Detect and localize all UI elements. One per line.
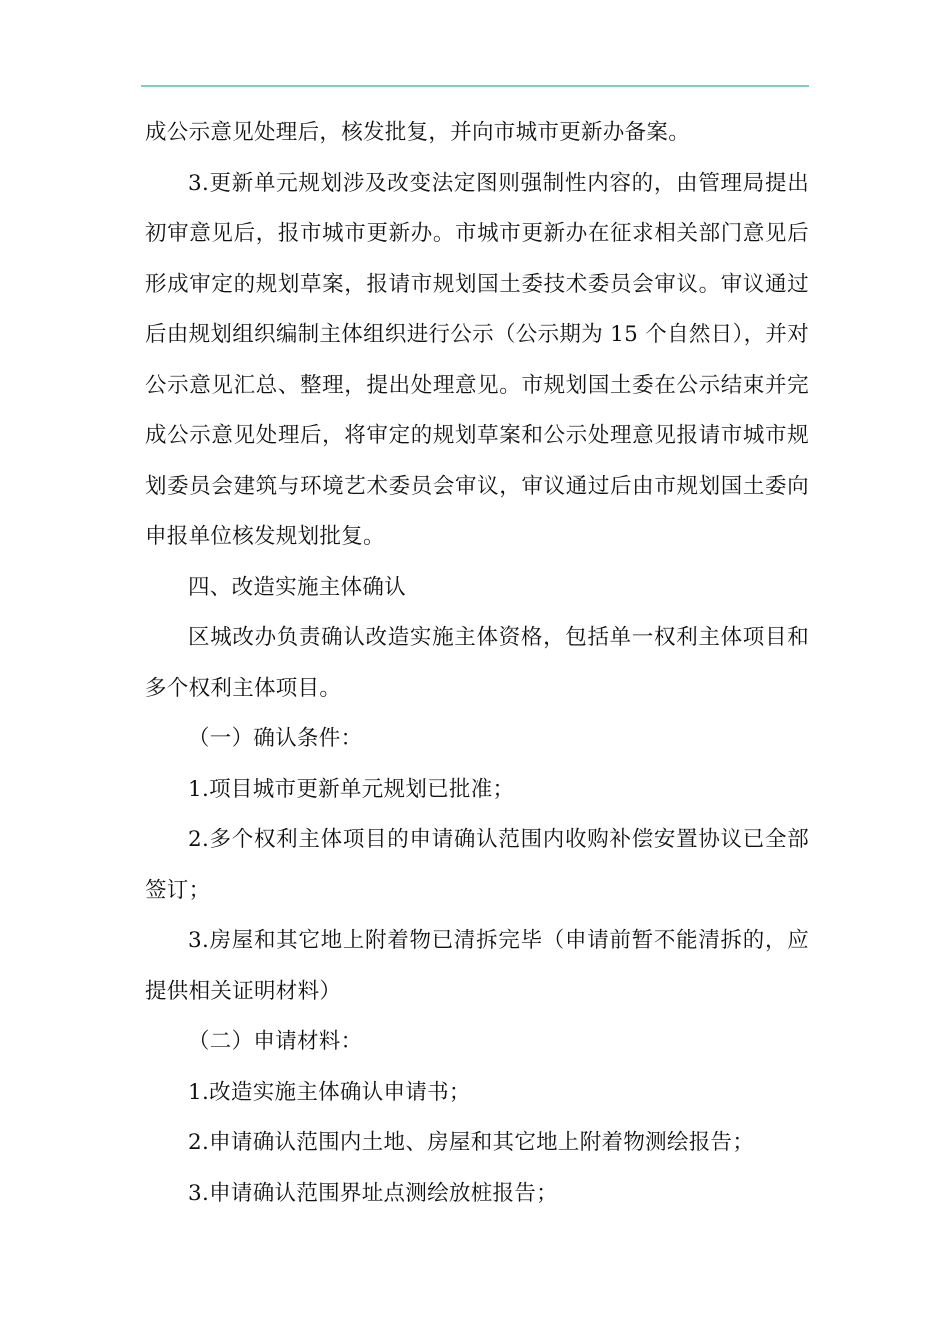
condition-item-3: 3.房屋和其它地上附着物已清拆完毕（申请前暂不能清拆的，应提供相关证明材料）: [145, 928, 809, 1004]
paragraph-item-3-planning: 3.更新单元规划涉及改变法定图则强制性内容的，由管理局提出初审意见后，报市城市更新办。市城市更新办在征求相关部门意见后形成审定的规划草案，报请市规划国土委技术委员会审议。审议通过后由规划组织编制主体组织进行公示（公示期为 15 个自然日），并对公示意见汇总、整理，提出处理意见。市规划国土委在公示结束并完成公示意见处理后，将审定的规划草案和公示处理意见报请市城市规划委员会建筑与环境艺术委员会审议，审议通过后由市规划国土委向申报单位核发规划批复。: [145, 170, 809, 549]
paragraph-continuation: 成公示意见处理后，核发批复，并向市城市更新办备案。: [145, 120, 691, 145]
material-item-1: 1.改造实施主体确认申请书；: [188, 1079, 471, 1105]
condition-item-2: 2.多个权利主体项目的申请确认范围内收购补偿安置协议已全部签订；: [145, 827, 809, 903]
subheading-conditions: （一）确认条件：: [188, 726, 363, 751]
material-item-3: 3.申请确认范围界址点测绘放桩报告；: [188, 1180, 558, 1206]
header-rule: [141, 85, 809, 87]
material-item-2: 2.申请确认范围内土地、房屋和其它地上附着物测绘报告；: [188, 1130, 755, 1155]
paragraph-intro-implementation: 区城改办负责确认改造实施主体资格，包括单一权利主体项目和多个权利主体项目。: [145, 625, 809, 701]
section-heading-4: 四、改造实施主体确认: [188, 574, 407, 600]
document-body: [145, 108, 809, 1219]
condition-item-1: 1.项目城市更新单元规划已批准；: [188, 776, 515, 802]
subheading-materials: （二）申请材料：: [188, 1029, 363, 1054]
